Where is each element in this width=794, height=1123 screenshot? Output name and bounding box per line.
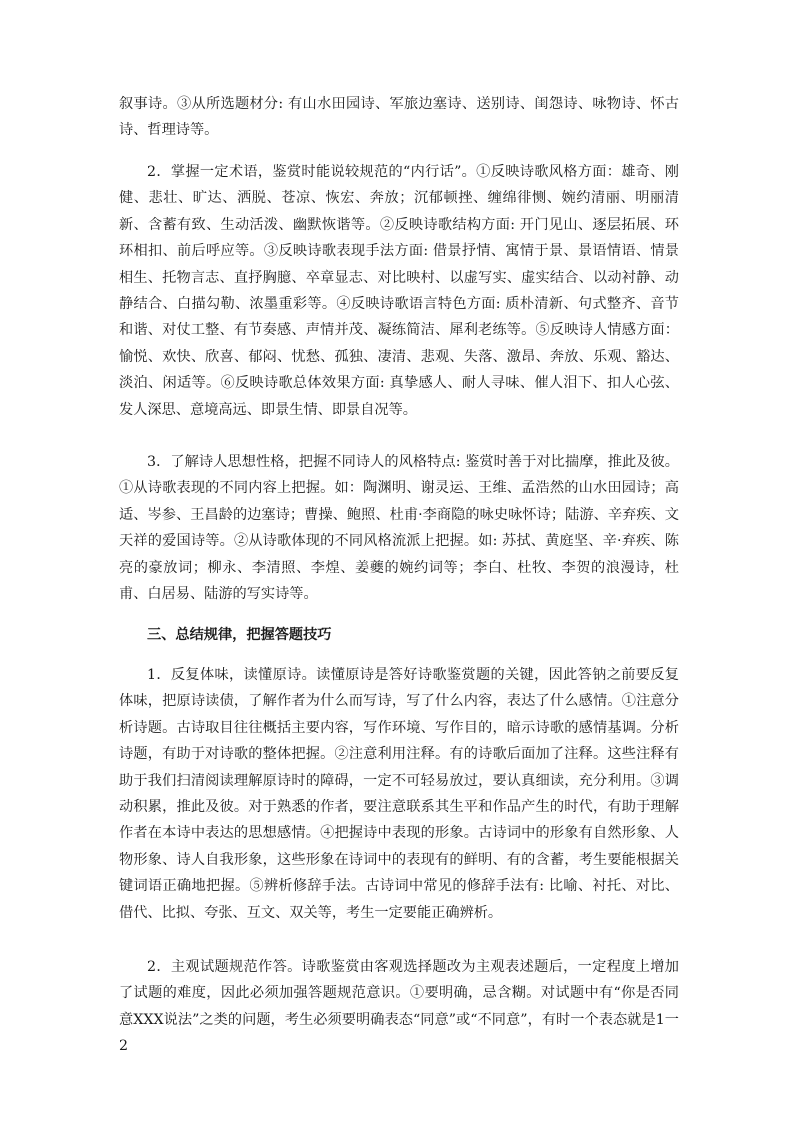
paragraph-poet-styles: 3．了解诗人思想性格，把握不同诗人的风格特点: 鉴赏时善于对比揣摩，推此及彼。①从诗歌表现的不同内容上把握。如：陶渊明、谢灵运、王维、孟浩然的山水田园诗；高适、岑参、王昌龄的边塞诗；曹操、鲍照、杜甫·李商隐的咏史咏怀诗；陆游、辛弃疾、文天祥的爱国诗等。②从诗歌体现的不同风格流派上把握。如: 苏拭、黄庭坚、辛·弃疾、陈亮的豪放词；柳永、李清照、李煌、姜夔的婉约词等；李白、杜牧、李贺的浪漫诗，杜甫、白居易、陆游的写实诗等。 — [119, 454, 679, 603]
paragraph-standard-answer: 2．主观试题规范作答。诗歌鉴赏由客观选择题改为主观表述题后，一定程度上增加了试题的难度，因此必须加强答题规范意识。①要明确，忌含糊。对试题中有“你是否同意XXX说法”之类的问题，考生必须要明确表态“同意”或“不同意”，有时一个表态就是1一2 — [119, 959, 679, 1055]
paragraph-poem-categories: 叙事诗。③从所选题材分: 有山水田园诗、军旅边塞诗、送别诗、闺怨诗、咏物诗、怀古诗、哲理诗等。 — [119, 96, 679, 139]
paragraph-terminology: 2．掌握一定术语，鉴赏时能说较规范的“内行话”。①反映诗歌风格方面：雄奇、刚健、悲壮、旷达、洒脱、苍凉、恢宏、奔放；沉郁顿挫、缠绵徘恻、婉约清丽、明丽清新、含蓄有致、生动活泼、幽默恢谐等。②反映诗歌结构方面: 开门见山、逐层拓展、环环相扣、前后呼应等。③反映诗歌表现手法方面: 借景抒情、寓情于景、景语情语、情景相生、托物言志、直抒胸臆、卒章显志、对比映村、以虚写实、虚实结合、以动衬静、动静结合、白描勾勒、浓墨重彩等。④反映诗歌语言特色方面: 质朴清新、句式整齐、音节和谐、对仗工整、有节奏感、声情并茂、凝练简洁、犀利老练等。⑤反映诗人情感方面：愉悦、欢快、欣喜、郁闷、忧愁、孤独、凄清、悲观、失落、激昂、奔放、乐观、豁达、淡泊、闲适等。⑥反映诗歌总体效果方面: 真挚感人、耐人寻味、催人泪下、扣人心弦、发人深思、意境高远、即景生情、即景自况等。 — [119, 164, 679, 418]
section-heading: 三、总结规律，把握答题技巧 — [147, 627, 332, 643]
paragraph-read-original: 1．反复体味，读懂原诗。读懂原诗是答好诗歌鉴赏题的关键，因此答钠之前要反复体味，把原诗读债，了解作者为什么而写诗，写了什么内容，表达了什么感情。①注意分析诗题。古诗取目往往概括主要内容，写作环境、写作目的，暗示诗歌的感情基调。分析诗题，有助于对诗歌的整体把握。②注意利用注释。有的诗歌后面加了注释。这些注释有助于我们扫清阅读理解原诗时的障碍，一定不可轻易放过，要认真细读，充分利用。③调动积累，推此及彼。对于熟悉的作者，要注意联系其生平和作品产生的时代，有助于理解作者在本诗中表达的思想感情。④把握诗中表现的形象。古诗词中的形象有自然形象、人物形象、诗人自我形象，这些形象在诗词中的表现有的鲜明、有的含蓄，考生要能根据关键词语正确地把握。⑤辨析修辞手法。古诗词中常见的修辞手法有: 比喻、衬托、对比、借代、比拟、夸张、互文、双关等，考生一定要能正确辨析。 — [119, 667, 679, 921]
